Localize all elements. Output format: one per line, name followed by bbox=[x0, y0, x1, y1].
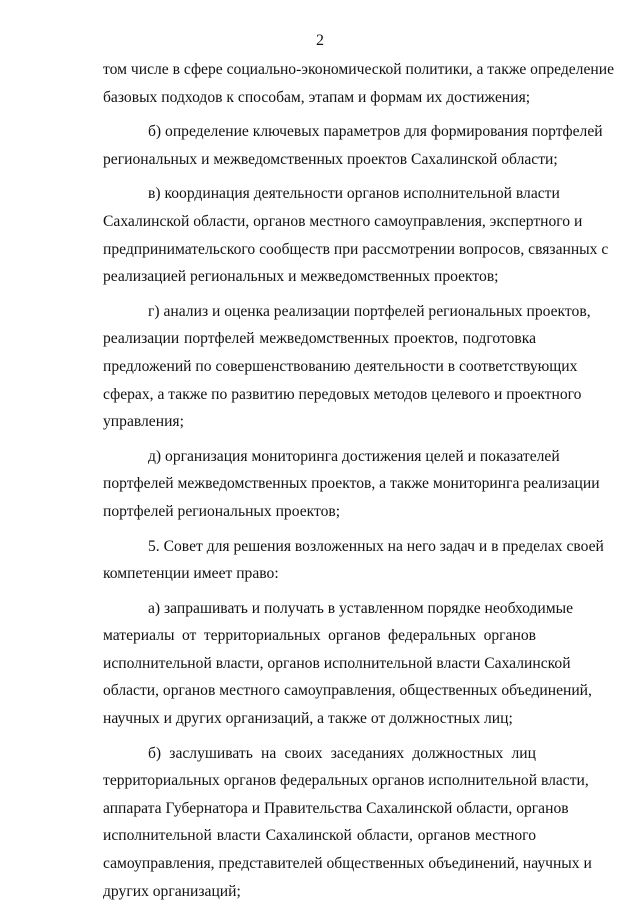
text-line: исполнительной власти Сахалинской области, органов местного bbox=[103, 827, 536, 845]
paragraph bbox=[103, 56, 614, 111]
text-line: реализации портфелей межведомственных проектов, подготовка bbox=[103, 330, 536, 348]
document-body bbox=[103, 56, 614, 912]
text-line: самоуправления, представителей общественных объединений, научных и bbox=[103, 855, 592, 873]
paragraph bbox=[103, 180, 609, 290]
paragraph bbox=[103, 118, 603, 173]
text-line: сферах, а также по развитию передовых методов целевого и проектного bbox=[103, 385, 582, 403]
page-number: 2 bbox=[316, 32, 324, 49]
text-line: предложений по совершенствованию деятельности в соответствующих bbox=[103, 357, 578, 375]
text-line: области, органов местного самоуправления, общественных объединений, bbox=[103, 682, 592, 700]
text-line: исполнительной власти, органов исполнительной власти Сахалинской bbox=[103, 654, 571, 672]
text-line: Сахалинской области, органов местного самоуправления, экспертного и bbox=[103, 212, 583, 230]
text-line: 5. Совет для решения возложенных на него задач и в пределах своей bbox=[148, 537, 604, 555]
text-line: научных и других организаций, а также от должностных лиц; bbox=[103, 710, 513, 728]
paragraph bbox=[103, 740, 592, 906]
text-line: реализацией региональных и межведомственных проектов; bbox=[103, 268, 499, 286]
text-line: портфелей межведомственных проектов, а также мониторинга реализации bbox=[103, 475, 600, 493]
text-line: материалы от территориальных органов федеральных органов bbox=[103, 627, 536, 645]
text-line: территориальных органов федеральных органов исполнительной власти, bbox=[103, 772, 589, 790]
text-line: предпринимательского сообществ при рассмотрении вопросов, связанных с bbox=[103, 240, 609, 258]
text-line: д) организация мониторинга достижения целей и показателей bbox=[148, 447, 560, 465]
text-line: портфелей региональных проектов; bbox=[103, 502, 341, 520]
text-line: а) запрашивать и получать в уставленном порядке необходимые bbox=[148, 599, 574, 617]
text-line: базовых подходов к способам, этапам и формам их достижения; bbox=[103, 88, 531, 106]
text-line: в) координация деятельности органов исполнительной власти bbox=[148, 185, 560, 203]
text-line: региональных и межведомственных проектов Сахалинской области; bbox=[103, 150, 558, 168]
text-line: компетенции имеет право: bbox=[103, 565, 279, 583]
paragraph bbox=[103, 533, 604, 588]
text-line: других организаций; bbox=[103, 882, 241, 900]
text-line: том числе в сфере социально-экономической политики, а также определение bbox=[103, 61, 614, 78]
paragraph bbox=[103, 443, 600, 526]
paragraph bbox=[103, 298, 591, 436]
text-line: г) анализ и оценка реализации портфелей региональных проектов, bbox=[148, 302, 591, 320]
text-line: б) заслушивать на своих заседаниях должностных лиц bbox=[148, 744, 536, 762]
text-line: б) определение ключевых параметров для формирования портфелей bbox=[148, 123, 603, 141]
paragraph bbox=[103, 595, 592, 733]
text-line: управления; bbox=[103, 413, 184, 431]
text-line: аппарата Губернатора и Правительства Сахалинской области, органов bbox=[103, 799, 569, 817]
